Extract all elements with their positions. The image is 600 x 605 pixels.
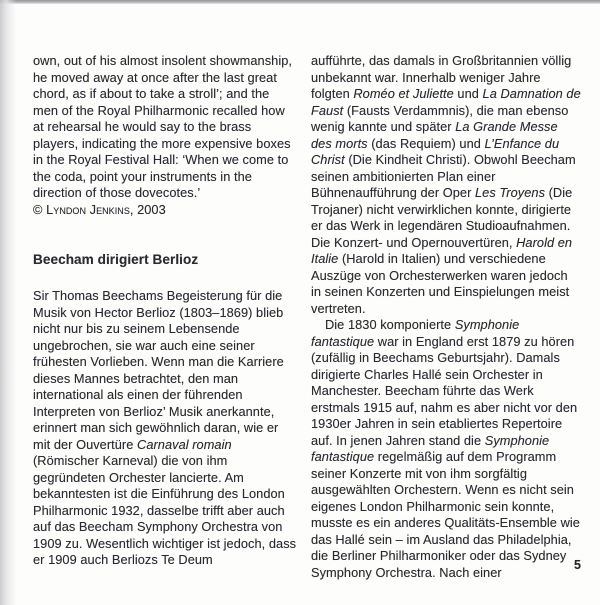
text-run: regelmäßig auf dem Programm seiner Konzerte mit von ihm sorgfältig ausgewählten Orchestern. Wenn es nicht sein eigenes London Philharmonic sein konnte, musste es ein anderes Qualitäts-Ensemble wie das Hallé sein – im Ausland das Philadelphia, die Berliner Philharmoniker oder das Sydney Symphony Orchestra. Nach einer [311, 449, 580, 580]
page-left-edge-shadow [0, 0, 16, 605]
page-top-edge-shadow [0, 0, 600, 4]
text-run: (das Requiem) und [367, 135, 485, 151]
left-column [33, 53, 297, 569]
work-title: Harold en Italie [311, 234, 573, 266]
text-run: (Harold in Italien) und verschiedene Auszüge von Orchesterwerken waren jedoch in seinen Konzerten und Einspielungen meist vertreten. [311, 251, 570, 316]
text-run: Die 1830 komponierte [325, 317, 455, 332]
text-run: und [453, 86, 483, 101]
text-run: war in England erst 1879 zu hören (zufällig in Beechams Geburtsjahr). Damals dirigierte Charles Hallé sein Orchester in Manchester. Beecham führte das Werk erstmals 1915 auf, nahm es aber nicht vor den 1930er Jahren in sein etabliertes Repertoire auf. In jenen Jahren stand die [311, 333, 578, 448]
work-title: Carnaval romain [137, 436, 232, 452]
paragraph [33, 288, 297, 569]
paragraph [33, 53, 297, 202]
work-title: La Damnation de Faust [311, 86, 581, 118]
credit-year: , 2003 [129, 201, 166, 217]
right-column [311, 53, 581, 581]
credit-line [33, 202, 297, 219]
text-run: Sir Thomas Beechams Begeisterung für die Musik von Hector Berlioz (1803–1869) blieb nicht nur bis zu seinem Lebensende ungebrochen, sie war auch eine seiner frühesten Vorlieben. Wenn man die Karriere dieses Mannes betrachtet, den man international als einen der führenden Interpreten von Berlioz’ Musik anerkannte, erinnert man sich gewöhnlich daran, wie er mit der Ouvertüre [33, 288, 284, 452]
work-title: L’Enfance du Christ [311, 135, 560, 167]
text-run: (Die Trojaner) nicht verwirklichen konnte, dirigierte er das Werk in legendären Studioaufnahmen. Die Konzert- und Opernouvertüren, [311, 185, 573, 250]
work-title: Symphonie fantastique [311, 432, 550, 464]
work-title: Roméo et Juliette [353, 86, 454, 101]
work-title: Symphonie fantastique [311, 317, 520, 349]
credit-name: Lyndon Jenkins [46, 201, 130, 217]
copyright-symbol: © [33, 201, 47, 217]
text-run: (Fausts Verdammnis), die man ebenso wenig kannte und später [311, 102, 569, 134]
work-title: La Grande Messe des morts [311, 119, 558, 151]
paragraph [311, 53, 581, 317]
text-run: aufführte, das damals in Großbritannien völlig unbekannt war. Innerhalb weniger Jahre folgten [311, 53, 572, 101]
page-number: 5 [574, 558, 581, 572]
section-heading: Beecham dirigiert Berlioz [33, 252, 199, 267]
work-title: Les Troyens [475, 185, 546, 200]
text-run: (Die Kindheit Christi). Obwohl Beecham seinen ambitionierten Plan einer Bühnenaufführung der Oper [311, 152, 576, 200]
text-run: own, out of his almost insolent showmanship, he moved away at once after the last great chord, as if about to take a stroll’; and the men of the Royal Philharmonic recalled how at rehearsal he would say to the brass players, indicating the more expensive boxes in the Royal Festival Hall: ‘When we come to the coda, point your instruments in the direction of those dovecotes.’ [33, 53, 292, 200]
paragraph [311, 317, 581, 581]
text-run: (Römischer Karneval) die von ihm gegründeten Orchester lancierte. Am bekanntesten ist die Einführung des London Philharmonic 1932, dasselbe trifft aber auch auf das Beecham Symphony Orchestra von 1909 zu. Wesentlich wichtiger ist jedoch, dass er 1909 auch Berliozs Te Deum [33, 453, 297, 567]
